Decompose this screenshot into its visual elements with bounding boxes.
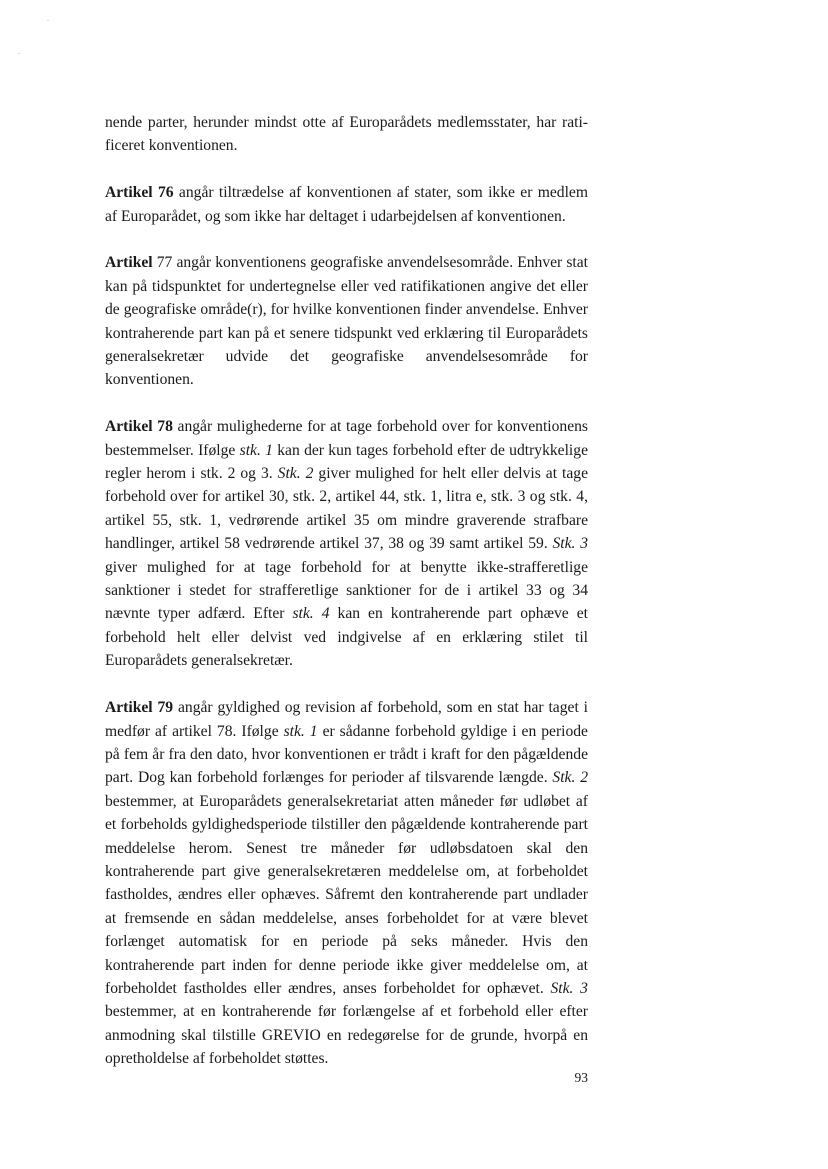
page-number: 93 <box>574 1070 588 1085</box>
body-text: kan en kontraherende part ophæve et forbehold helt eller delvist ved indgivelse af en erklæring stilet til Europarådets generalsekretær. <box>105 605 588 670</box>
body-text: angår gyldighed og revision af forbehold, som en stat har taget i medfør af artikel 78. Ifølge <box>105 699 588 740</box>
article-heading: Artikel <box>105 254 153 272</box>
subsection-reference: Stk. 3 <box>552 535 588 553</box>
article-heading: Artikel 79 <box>105 699 174 717</box>
body-text: bestemmer, at Europarådets generalsekretariat atten måneder før udløbet af et forbeholds gyldighedsperiode tilstiller den pågældende kontraherende part meddelelse herom. Senest tre måneder før udløbsdatoen skal den kontraherende part give generalsekretæren meddelelse om, at forbeholdet fastholdes, ændres eller ophæves. Såfremt den kontraherende part undlader at fremsende en sådan meddelelse, anses forbeholdet for at være blevet forlænget automatisk for en periode på seks måneder. Hvis den kontraherende part inden for denne periode ikke giver meddelelse om, at forbeholdet fastholdes eller ændres, anses forbeholdet for ophævet. <box>105 792 588 997</box>
scan-speck <box>47 20 49 21</box>
body-text: giver mulighed for helt eller delvis at tage forbehold over for artikel 30, stk. 2, artikel 44, stk. 1, litra e, stk. 3 og stk. 4, artikel 55, stk. 1, vedrørende artikel 35 om mindre graverende strafbare handlinger, artikel 58 vedrørende artikel 37, 38 og 39 samt artikel 59. <box>105 465 589 553</box>
body-text: er sådanne forbehold gyldige i en periode på fem år fra den dato, hvor konventionen er trådt i kraft for den pågældende part. Dog kan forbehold forlænges for perioder af tilsvarende længde. <box>105 722 588 787</box>
body-text: 77 angår konventionens geografiske anvendelsesområde. Enhver stat kan på tidspunktet for undertegnelse eller ved ratifikationen angive det eller de geografiske område(r), for hvilke konventionen finder anvendelse. Enhver kontraherende part kan på et senere tidspunkt ved erklæring til Europarådets generalsekretær udvide det geografiske anvendelsesområde for konventionen. <box>105 254 588 389</box>
document-body <box>105 111 588 1094</box>
scan-speck <box>18 53 20 54</box>
body-text: ficeret konventionen. <box>105 137 238 155</box>
subsection-reference: stk. 4 <box>292 605 330 623</box>
paragraph-artikel-76 <box>105 181 588 228</box>
subsection-reference: stk. 1 <box>283 722 318 740</box>
paragraph-artikel-77 <box>105 251 588 391</box>
body-text: giver mulighed for at tage forbehold for at benytte ikke-strafferetlige sanktioner i stedet for strafferetlige sanktioner for de i artikel 33 og 34 nævnte typer adfærd. Efter <box>105 558 588 623</box>
body-text: angår tiltrædelse af konventionen af stater, som ikke er medlem af Europarådet, og som ikke har deltaget i udarbejdelsen af konventionen. <box>105 184 588 225</box>
paragraph-artikel-78 <box>105 415 588 672</box>
paragraph-artikel-79 <box>105 696 588 1071</box>
subsection-reference: Stk. 2 <box>552 769 588 787</box>
subsection-reference: Stk. 2 <box>277 465 314 483</box>
body-text: angår mulighederne for at tage forbehold over for konventionens bestemmelser. Ifølge <box>105 418 588 459</box>
article-heading: Artikel 76 <box>105 184 174 202</box>
body-text: nende parter, herunder mindst otte af Europarådets medlemsstater, har rati <box>105 114 588 131</box>
paragraph-continuation <box>105 111 588 158</box>
body-text: kan der kun tages forbehold efter de udtrykkelige regler herom i stk. 2 og 3. <box>105 441 588 483</box>
subsection-reference: Stk. 3 <box>550 979 588 997</box>
article-heading: Artikel 78 <box>105 418 173 436</box>
body-text: bestemmer, at en kontraherende før forlængelse af et forbehold eller efter anmodning skal tilstille GREVIO en redegørelse for de grunde, hvorpå en opretholdelse af forbeholdet støttes. <box>105 1003 588 1068</box>
subsection-reference: stk. 1 <box>239 441 273 459</box>
